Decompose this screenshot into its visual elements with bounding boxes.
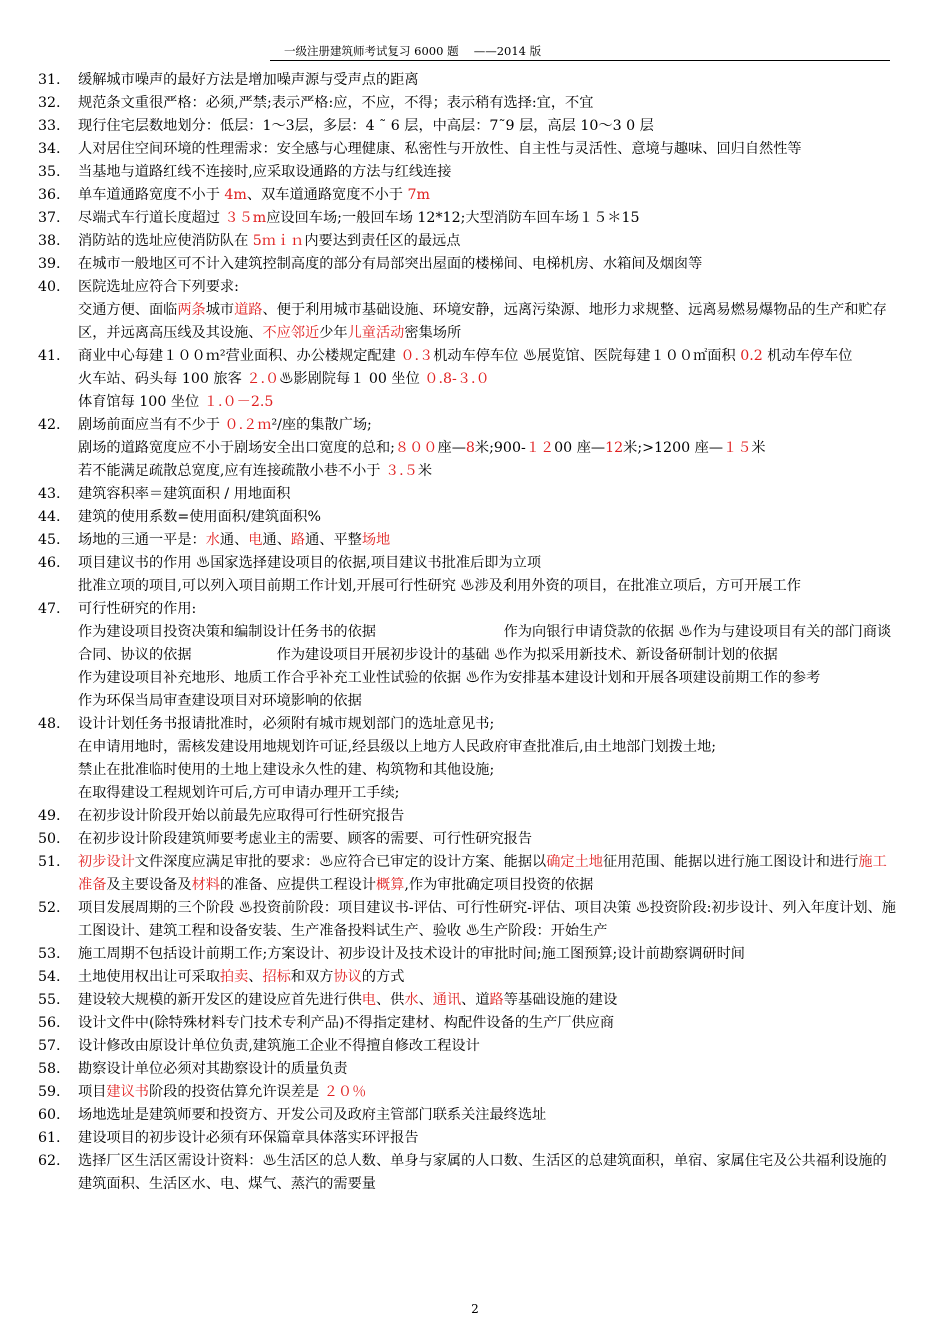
item-number: 48. xyxy=(38,716,61,732)
item-body xyxy=(78,1127,900,1150)
text-segment: ♨影剧院每１ 00 坐位 xyxy=(279,371,425,387)
highlighted-text: 路 xyxy=(290,532,306,548)
item-line xyxy=(78,1012,900,1035)
list-item xyxy=(38,989,900,1012)
item-body xyxy=(78,828,900,851)
highlighted-text: 招标 xyxy=(262,969,291,985)
list-item xyxy=(38,92,900,115)
header-rule xyxy=(270,60,890,61)
header-edition: ——2014 版 xyxy=(473,44,542,58)
text-segment: 机动车停车位 火车站、码头每 100 旅客 xyxy=(78,348,938,387)
list-item xyxy=(38,598,900,713)
text-segment: 设计文件中(除特殊材料专门技术专利产品)不得指定建材、构配件设备的生产厂供应商 xyxy=(78,1015,615,1031)
item-line xyxy=(78,552,900,575)
highlighted-text: 两条 xyxy=(177,302,206,318)
highlighted-text: 0.2 xyxy=(740,348,763,364)
text-segment: 应设回车场;一般回车场 12*12;大型消防车回车场１５＊15 xyxy=(266,210,640,226)
item-body xyxy=(78,207,900,230)
list-item xyxy=(38,138,900,161)
item-line xyxy=(78,207,900,230)
text-segment: 商业中心每建１００ｍ²营业面积、办公楼规定配建 xyxy=(78,348,401,364)
item-body xyxy=(78,598,900,713)
text-segment: ²/座的集散广场; xyxy=(271,417,372,433)
text-segment: 在初步设计阶段开始以前最先应取得可行性研究报告 xyxy=(78,808,405,824)
item-number: 31. xyxy=(38,72,61,88)
highlighted-text: ８００ xyxy=(394,440,438,456)
text-segment: 作为建设项目补充地形、地质工作合乎补充工业性试验的依据 ♨作为安排基本建设计划和开展各项建设前期工作的参考 作为环保当局审查建设项目对环境影响的依据 xyxy=(78,670,892,709)
text-segment: 项目发展周期的三个阶段 ♨投资前阶段：项目建议书-评估、可行性研究-评估、项目决策 ♨投资阶段:初步设计、列入年度计划、施工图设计、建筑工程和设备安装、生产准备投料试生产、验收 ♨生产阶段：开始生产 xyxy=(78,900,896,939)
text-segment: 的准备、应提供工程设计 xyxy=(219,877,376,893)
highlighted-text: 水 xyxy=(404,992,419,1008)
item-line xyxy=(78,69,900,92)
item-line xyxy=(78,575,900,598)
text-segment: 及主要设备及 xyxy=(106,877,192,893)
item-number: 34. xyxy=(38,141,61,157)
item-body xyxy=(78,230,900,253)
item-line xyxy=(78,483,900,506)
item-line xyxy=(78,391,900,414)
text-segment: 文件深度应满足审批的要求：♨应符合已审定的设计方案、能据以 xyxy=(134,854,547,870)
item-line xyxy=(78,782,900,805)
item-line xyxy=(78,713,900,736)
item-number: 39. xyxy=(38,256,61,272)
item-body xyxy=(78,345,938,414)
item-line xyxy=(78,1127,900,1150)
item-line xyxy=(78,667,900,713)
highlighted-text: 概算 xyxy=(376,877,405,893)
list-item xyxy=(38,161,900,184)
item-line xyxy=(78,736,900,759)
list-item xyxy=(38,230,900,253)
text-segment: 阶段的投资估算允许误差是 xyxy=(148,1084,324,1100)
text-segment: 在城市一般地区可不计入建筑控制高度的部分有局部突出屋面的楼梯间、电梯机房、水箱间及烟囱等 xyxy=(78,256,703,272)
item-number: 33. xyxy=(38,118,61,134)
text-segment: 、 xyxy=(418,992,433,1008)
list-item xyxy=(38,713,900,805)
item-number: 49. xyxy=(38,808,61,824)
item-body xyxy=(78,1035,900,1058)
text-segment: 当基地与道路红线不连接时,应采取设通路的方法与红线连接 xyxy=(78,164,452,180)
item-body xyxy=(78,69,900,92)
text-segment: 建筑容积率＝建筑面积 / 用地面积 xyxy=(78,486,291,502)
item-line xyxy=(78,414,900,437)
item-line xyxy=(78,598,900,621)
list-item xyxy=(38,69,900,92)
highlighted-text: １５ xyxy=(723,440,752,456)
highlighted-text: ０.２ｍ xyxy=(224,417,272,433)
text-segment: 作为建设项目投资决策和编制设计任务书的依据 作为向银行申请贷款的依据 ♨作为与建设项目有关的部门商谈合同、协议的依据 作为建设项目开展初步设计的基础 ♨作为拟采用新技术、新设备研制计划的依据 xyxy=(78,624,892,663)
item-number: 35. xyxy=(38,164,61,180)
highlighted-text: 施工准备 xyxy=(78,854,887,893)
highlighted-text: 初步设计 xyxy=(78,854,135,870)
list-item xyxy=(38,1081,900,1104)
list-item xyxy=(38,1012,900,1035)
item-body xyxy=(78,851,900,897)
item-number: 42. xyxy=(38,417,61,433)
text-segment: 建设较大规模的新开发区的建设应首先进行供 xyxy=(78,992,362,1008)
text-segment: 单车道通路宽度不小于 xyxy=(78,187,225,203)
item-body xyxy=(78,161,900,184)
list-item xyxy=(38,529,900,552)
list-item xyxy=(38,1104,900,1127)
item-number: 61. xyxy=(38,1130,61,1146)
item-body xyxy=(78,138,900,161)
list-item xyxy=(38,1150,900,1196)
highlighted-text: 拍卖 xyxy=(219,969,249,985)
text-segment: 剧场的道路宽度应不小于剧场安全出口宽度的总和; xyxy=(78,440,395,456)
highlighted-text: 12 xyxy=(605,440,624,456)
text-segment: 项目 xyxy=(78,1084,107,1100)
item-line xyxy=(78,759,900,782)
text-segment: 消防站的选址应使消防队在 xyxy=(78,233,253,249)
highlighted-text: 协议 xyxy=(333,969,362,985)
text-segment: 施工周期不包括设计前期工作;方案设计、初步设计及技术设计的审批时间;施工图预算;设计前勘察调研时间 xyxy=(78,946,745,962)
text-segment: 米 xyxy=(417,463,433,479)
text-segment: 通、 xyxy=(219,532,249,548)
item-line xyxy=(78,851,900,897)
item-line xyxy=(78,805,900,828)
text-segment: 座— xyxy=(437,440,466,456)
item-body xyxy=(78,184,900,207)
list-item xyxy=(38,253,900,276)
highlighted-text: 7m xyxy=(407,187,430,203)
list-item xyxy=(38,115,900,138)
text-segment: 项目建议书的作用 ♨国家选择建设项目的依据,项目建议书批准后即为立项 xyxy=(78,555,542,571)
text-segment: 尽端式车行道长度超过 xyxy=(78,210,225,226)
item-line xyxy=(78,299,900,345)
text-segment: 在申请用地时，需核发建设用地规划许可证,经县级以上地方人民政府审查批准后,由土地部门划拨土地; xyxy=(78,739,717,755)
item-body xyxy=(78,943,900,966)
item-line xyxy=(78,276,900,299)
text-segment: 体育馆每 100 坐位 xyxy=(78,394,204,410)
highlighted-text: 材料 xyxy=(191,877,220,893)
text-segment: 建筑的使用系数=使用面积/建筑面积% xyxy=(78,509,321,525)
highlighted-text: ２０％ xyxy=(323,1084,367,1100)
text-segment: 剧场前面应当有不少于 xyxy=(78,417,225,433)
text-segment: 可行性研究的作用: xyxy=(78,601,197,617)
item-body xyxy=(78,506,900,529)
item-number: 36. xyxy=(38,187,61,203)
text-segment: 在取得建设工程规划许可后,方可申请办理开工手续; xyxy=(78,785,400,801)
highlighted-text: 确定土地 xyxy=(546,854,603,870)
text-segment: 00 座— xyxy=(554,440,606,456)
text-segment: 交通方便、面临 xyxy=(78,302,178,318)
list-item xyxy=(38,483,900,506)
text-segment: 通、 xyxy=(262,532,291,548)
item-number: 53. xyxy=(38,946,61,962)
item-body xyxy=(78,805,900,828)
highlighted-text: 场地 xyxy=(361,532,391,548)
highlighted-text: 建议书 xyxy=(106,1084,149,1100)
item-number: 51. xyxy=(38,854,61,870)
item-body xyxy=(78,552,900,598)
item-line xyxy=(78,897,900,943)
item-line xyxy=(78,345,938,391)
item-number: 50. xyxy=(38,831,61,847)
text-segment: 少年 xyxy=(319,325,348,341)
text-segment: 和双方 xyxy=(290,969,334,985)
item-body xyxy=(78,414,900,483)
item-body xyxy=(78,1150,900,1196)
item-line xyxy=(78,138,900,161)
item-line xyxy=(78,943,900,966)
highlighted-text: ３５m xyxy=(224,210,267,226)
text-segment: 建设项目的初步设计必须有环保篇章具体落实环评报告 xyxy=(78,1130,419,1146)
item-line xyxy=(78,460,900,483)
text-segment: 设计修改由原设计单位负责,建筑施工企业不得擅自修改工程设计 xyxy=(78,1038,480,1054)
header-title: 一级注册建筑师考试复习 6000 题 xyxy=(284,44,459,58)
text-segment: 等基础设施的建设 xyxy=(503,992,618,1008)
item-number: 56. xyxy=(38,1015,61,1031)
highlighted-text: ０.３ xyxy=(400,348,434,364)
item-line xyxy=(78,253,900,276)
text-segment: 通、平整 xyxy=(305,532,362,548)
item-line xyxy=(78,184,900,207)
text-segment: 人对居住空间环境的性理需求：安全感与心理健康、私密性与开放性、自主性与灵活性、意境与趣味、回归自然性等 xyxy=(78,141,802,157)
highlighted-text: 不应邻近 xyxy=(262,325,320,341)
item-number: 41. xyxy=(38,348,61,364)
item-body xyxy=(78,276,900,345)
item-body xyxy=(78,529,900,552)
item-number: 45. xyxy=(38,532,61,548)
text-segment: 的方式 xyxy=(361,969,405,985)
text-segment: 、道 xyxy=(461,992,490,1008)
highlighted-text: 通讯 xyxy=(432,992,462,1008)
text-segment: 、 xyxy=(248,969,263,985)
list-item xyxy=(38,506,900,529)
item-body xyxy=(78,1012,900,1035)
list-item xyxy=(38,414,900,483)
item-body xyxy=(78,1081,900,1104)
text-segment: 土地使用权出让可采取 xyxy=(78,969,220,985)
highlighted-text: 电 xyxy=(361,992,376,1008)
text-segment: 密集场所 xyxy=(404,325,462,341)
item-line xyxy=(78,1035,900,1058)
text-segment: 若不能满足疏散总宽度,应有连接疏散小巷不小于 xyxy=(78,463,385,479)
item-body xyxy=(78,1058,900,1081)
text-segment: 场地的三通一平是： xyxy=(78,532,206,548)
list-item xyxy=(38,552,900,598)
item-line xyxy=(78,506,900,529)
list-item xyxy=(38,184,900,207)
text-segment: 选择厂区生活区需设计资料：♨生活区的总人数、单身与家属的人口数、生活区的总建筑面积，单宿、家属住宅及公共福利设施的建筑面积、生活区水、电、煤气、蒸汽的需要量 xyxy=(78,1153,887,1192)
list-item xyxy=(38,1127,900,1150)
item-number: 55. xyxy=(38,992,61,1008)
item-body xyxy=(78,897,900,943)
list-item xyxy=(38,345,938,414)
highlighted-text: 8 xyxy=(465,440,475,456)
text-segment: ,作为审批确定项目投资的依据 xyxy=(404,877,594,893)
item-number: 38. xyxy=(38,233,61,249)
text-segment: 在初步设计阶段建筑师要考虑业主的需要、顾客的需要、可行性研究报告 xyxy=(78,831,533,847)
highlighted-text: １.０－2.5 xyxy=(203,394,274,410)
item-number: 59. xyxy=(38,1084,61,1100)
text-segment: 现行住宅层数地划分：低层：1～3层，多层：4 ˜ 6 层，中高层：7˜9 层，高层 10～3 0 层 xyxy=(78,118,654,134)
text-segment: 机动车停车位 ♨展览馆、医院每建１００㎡面积 xyxy=(433,348,741,364)
item-number: 54. xyxy=(38,969,61,985)
list-item xyxy=(38,828,900,851)
page-header xyxy=(284,43,541,59)
text-segment: 规范条文重很严格：必须,严禁;表示严格:应，不应，不得；表示稍有选择:宜，不宜 xyxy=(78,95,594,111)
list-item xyxy=(38,1035,900,1058)
text-segment: 缓解城市噪声的最好方法是增加噪声源与受声点的距离 xyxy=(78,72,419,88)
highlighted-text: 电 xyxy=(248,532,263,548)
text-segment: 设计计划任务书报请批准时，必须附有城市规划部门的选址意见书; xyxy=(78,716,495,732)
list-item xyxy=(38,207,900,230)
highlighted-text: ３.５ xyxy=(384,463,418,479)
item-line xyxy=(78,989,900,1012)
highlighted-text: ２.０ xyxy=(246,371,280,387)
text-segment: 、便于利用城市基础设施、环境安静，远离污染源、地形力求规整、远离易燃易爆物品的生产和贮存区，并远离高压线及其设施、 xyxy=(78,302,887,341)
item-line xyxy=(78,1081,900,1104)
list-item xyxy=(38,966,900,989)
text-segment: 场地选址是建筑师要和投资方、开发公司及政府主管部门联系关注最终选址 xyxy=(78,1107,547,1123)
highlighted-text: ０.8-３.０ xyxy=(424,371,490,387)
text-segment: 、双车道通路宽度不小于 xyxy=(246,187,408,203)
item-body xyxy=(78,115,900,138)
highlighted-text: 儿童活动 xyxy=(347,325,405,341)
item-number: 43. xyxy=(38,486,61,502)
item-line xyxy=(78,529,900,552)
highlighted-text: 道路 xyxy=(234,302,263,318)
list-item xyxy=(38,897,900,943)
item-line xyxy=(78,161,900,184)
item-body xyxy=(78,92,900,115)
item-body xyxy=(78,989,900,1012)
text-segment: 米 xyxy=(751,440,766,456)
highlighted-text: 5ｍｉｎ xyxy=(252,233,305,249)
text-segment: 医院选址应符合下列要求: xyxy=(78,279,239,295)
text-segment: 城市 xyxy=(205,302,235,318)
highlighted-text: １２ xyxy=(525,440,555,456)
item-number: 40. xyxy=(38,279,61,295)
item-number: 32. xyxy=(38,95,61,111)
list-item xyxy=(38,1058,900,1081)
item-number: 52. xyxy=(38,900,61,916)
text-segment: 内要达到责任区的最远点 xyxy=(304,233,461,249)
item-line xyxy=(78,1058,900,1081)
text-segment: 批准立项的项目,可以列入项目前期工作计划,开展可行性研究 ♨涉及利用外资的项目，在批准立项后，方可开展工作 xyxy=(78,578,801,594)
list-item xyxy=(38,276,900,345)
highlighted-text: 4m xyxy=(224,187,247,203)
item-body xyxy=(78,713,900,805)
text-segment: 勘察设计单位必须对其勘察设计的质量负责 xyxy=(78,1061,348,1077)
item-line xyxy=(78,828,900,851)
highlighted-text: 水 xyxy=(205,532,220,548)
text-segment: 米;>1200 座— xyxy=(623,440,724,456)
list-item xyxy=(38,943,900,966)
item-number: 47. xyxy=(38,601,61,617)
text-segment: 米;900- xyxy=(474,440,526,456)
item-number: 37. xyxy=(38,210,61,226)
item-number: 60. xyxy=(38,1107,61,1123)
list-item xyxy=(38,851,900,897)
item-line xyxy=(78,92,900,115)
item-line xyxy=(78,966,900,989)
page-number: 2 xyxy=(471,1302,479,1316)
item-number: 58. xyxy=(38,1061,61,1077)
item-body xyxy=(78,1104,900,1127)
item-number: 57. xyxy=(38,1038,61,1054)
text-segment: 、供 xyxy=(375,992,405,1008)
item-line xyxy=(78,621,900,667)
highlighted-text: 路 xyxy=(489,992,504,1008)
text-segment: 禁止在批准临时使用的土地上建设永久性的建、构筑物和其他设施; xyxy=(78,762,495,778)
item-body xyxy=(78,966,900,989)
text-segment: 征用范围、能据以进行施工图设计和进行 xyxy=(602,854,859,870)
item-number: 46. xyxy=(38,555,61,571)
item-line xyxy=(78,115,900,138)
item-body xyxy=(78,483,900,506)
item-line xyxy=(78,1104,900,1127)
item-line xyxy=(78,437,900,460)
item-line xyxy=(78,1150,900,1196)
item-body xyxy=(78,253,900,276)
list-item xyxy=(38,805,900,828)
item-number: 44. xyxy=(38,509,61,525)
question-list xyxy=(38,69,938,1196)
item-line xyxy=(78,230,900,253)
item-number: 62. xyxy=(38,1153,61,1169)
